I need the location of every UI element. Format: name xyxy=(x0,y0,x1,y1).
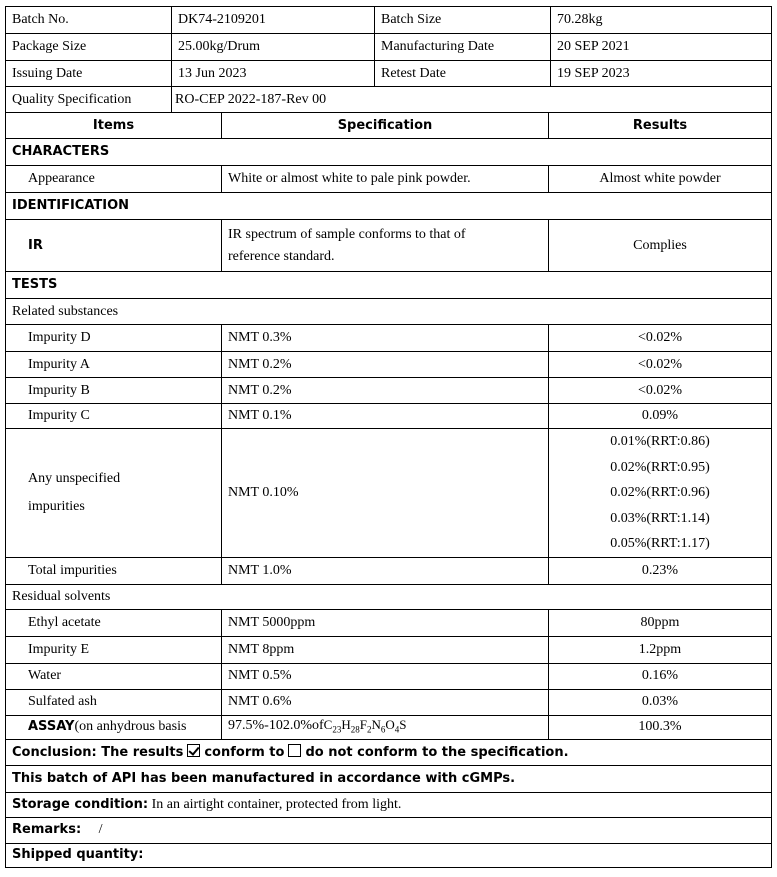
unspecified-spec: NMT 0.10% xyxy=(222,429,549,558)
conclusion-prefix: Conclusion: The results xyxy=(12,744,184,760)
impurity-d-item: Impurity D xyxy=(6,325,222,352)
unspecified-item-line1: Any unspecified xyxy=(28,470,121,486)
issuing-date-label: Issuing Date xyxy=(6,61,172,87)
gmp-statement: This batch of API has been manufactured in accordance with cGMPs. xyxy=(6,765,772,792)
assay-label: ASSAY xyxy=(28,719,75,734)
unspecified-item-line2: impurities xyxy=(28,498,85,514)
total-item: Total impurities xyxy=(6,557,222,584)
assay-spec-range: 97.5%-102.0%of xyxy=(228,717,324,733)
water-spec: NMT 0.5% xyxy=(222,663,549,689)
water-item: Water xyxy=(6,663,222,689)
header-table xyxy=(5,6,772,113)
batch-no-label: Batch No. xyxy=(6,7,172,34)
section-tests: TESTS xyxy=(6,272,772,299)
storage-label: Storage condition: xyxy=(12,796,149,812)
ethyl-acetate-result: 80ppm xyxy=(549,609,772,636)
section-related-substances: Related substances xyxy=(6,299,772,325)
col-items: Items xyxy=(6,113,222,139)
impurity-d-result: <0.02% xyxy=(549,325,772,352)
sulfated-ash-spec: NMT 0.6% xyxy=(222,689,549,715)
section-residual-solvents: Residual solvents xyxy=(6,584,772,609)
conform-checkbox-icon[interactable] xyxy=(187,744,200,757)
assay-formula: $C_{23}H_{28}F_2N_6O_4S$ xyxy=(323,716,407,735)
impurity-b-item: Impurity B xyxy=(6,378,222,404)
batch-size-label: Batch Size xyxy=(375,7,551,34)
assay-item xyxy=(6,715,222,739)
unspecified-result-3: 0.02%(RRT:0.96) xyxy=(610,485,710,500)
appearance-result: Almost white powder xyxy=(549,166,772,193)
appearance-item: Appearance xyxy=(6,166,222,193)
package-size-label: Package Size xyxy=(6,34,172,61)
impurity-a-spec: NMT 0.2% xyxy=(222,352,549,378)
col-specification: Specification xyxy=(222,113,549,139)
col-results: Results xyxy=(549,113,772,139)
unspecified-item xyxy=(6,429,222,558)
storage-value: In an airtight container, protected from light. xyxy=(151,796,402,812)
impurity-e-spec: NMT 8ppm xyxy=(222,636,549,663)
ethyl-acetate-item: Ethyl acetate xyxy=(6,609,222,636)
unspecified-result-1: 0.01%(RRT:0.86) xyxy=(610,434,710,449)
impurity-b-spec: NMT 0.2% xyxy=(222,378,549,404)
sulfated-ash-item: Sulfated ash xyxy=(6,689,222,715)
quality-spec-value: RO-CEP 2022-187-Rev 00 xyxy=(172,87,772,113)
impurity-b-result: <0.02% xyxy=(549,378,772,404)
impurity-e-item: Impurity E xyxy=(6,636,222,663)
total-spec: NMT 1.0% xyxy=(222,557,549,584)
ir-spec xyxy=(222,220,549,272)
issuing-date-value: 13 Jun 2023 xyxy=(172,61,375,87)
impurity-c-result: 0.09% xyxy=(549,404,772,429)
ir-spec-line1: IR spectrum of sample conforms to that of xyxy=(228,226,466,242)
total-result: 0.23% xyxy=(549,557,772,584)
section-characters: CHARACTERS xyxy=(6,139,772,166)
batch-no-value: DK74-2109201 xyxy=(172,7,375,34)
assay-result: 100.3% xyxy=(549,715,772,739)
results-table xyxy=(5,112,772,868)
shipped-quantity: Shipped quantity: xyxy=(6,843,772,867)
impurity-c-spec: NMT 0.1% xyxy=(222,404,549,429)
unspecified-result-5: 0.05%(RRT:1.17) xyxy=(610,536,710,551)
retest-date-value: 19 SEP 2023 xyxy=(551,61,772,87)
conclusion-rest: do not conform to the specification. xyxy=(305,744,569,760)
ir-result: Complies xyxy=(549,220,772,272)
impurity-c-item: Impurity C xyxy=(6,404,222,429)
unspecified-result-2: 0.02%(RRT:0.95) xyxy=(610,459,710,475)
remarks xyxy=(6,817,772,843)
assay-spec xyxy=(222,715,549,739)
mfg-date-label: Manufacturing Date xyxy=(375,34,551,61)
unspecified-result-4: 0.03%(RRT:1.14) xyxy=(610,510,710,526)
quality-spec-label: Quality Specification xyxy=(6,87,172,113)
not-conform-checkbox-icon[interactable] xyxy=(288,744,301,757)
retest-date-label: Retest Date xyxy=(375,61,551,87)
impurity-d-spec: NMT 0.3% xyxy=(222,325,549,352)
unspecified-results xyxy=(549,429,772,558)
section-identification: IDENTIFICATION xyxy=(6,193,772,220)
conclusion xyxy=(6,739,772,765)
ethyl-acetate-spec: NMT 5000ppm xyxy=(222,609,549,636)
conclusion-conform: conform to xyxy=(204,744,285,760)
storage-condition xyxy=(6,792,772,817)
appearance-spec: White or almost white to pale pink powder. xyxy=(222,166,549,193)
package-size-value: 25.00kg/Drum xyxy=(172,34,375,61)
impurity-a-item: Impurity A xyxy=(6,352,222,378)
assay-basis: (on anhydrous basis xyxy=(74,719,187,734)
ir-spec-line2: reference standard. xyxy=(228,248,335,264)
impurity-a-result: <0.02% xyxy=(549,352,772,378)
mfg-date-value: 20 SEP 2021 xyxy=(551,34,772,61)
impurity-e-result: 1.2ppm xyxy=(549,636,772,663)
remarks-value: / xyxy=(98,822,103,837)
water-result: 0.16% xyxy=(549,663,772,689)
ir-item: IR xyxy=(6,220,222,272)
remarks-label: Remarks: xyxy=(12,822,82,837)
sulfated-ash-result: 0.03% xyxy=(549,689,772,715)
batch-size-value: 70.28kg xyxy=(551,7,772,34)
